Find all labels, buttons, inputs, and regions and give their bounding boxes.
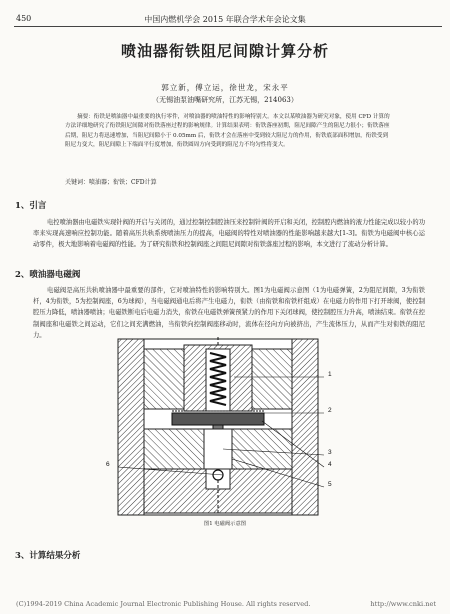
abstract-text: 摘要：衔铁是喷油器中最重要的执行零件，对喷油器的喷油特性的影响特别大。本文以某喷油器为研究对象，使用 CFD 计算的方法详细地研究了衔铁阻尼间隙对衔铁落座过程的影响规律。计算结果表明：衔铁落座初期，阻尼间隙产生的阻尼力很小；衔铁落座后期，阻尼力将迅速增加，当阻尼间隙小于 0.05mm 后，衔铁才会在落座中受到较大阻尼力的作用，衔铁底部面积增加，衔铁受到阻尼力变大，阻尼间隙上下端面平行度增加，衔铁圆周方向受到的阻尼力不均匀性将变大。 <box>65 114 390 148</box>
left-housing-wall <box>118 339 144 515</box>
callout-4: 4 <box>328 461 332 468</box>
footer-url: http://www.cnki.net <box>370 600 436 608</box>
callout-1: 1 <box>328 371 332 378</box>
abstract <box>65 113 390 150</box>
authors: 郭立新，傅立运，徐世龙，宋永平 <box>161 83 289 92</box>
section-2-paragraph: 电磁阀是高压共轨喷油器中最重要的部件，它对喷油特性的影响特别大。图1为电磁阀示意图（1为电磁弹簧，2为阻尼间隙，3为衔铁杆，4为衔铁，5为控制阀座，6为球阀），当电磁阀通电后将产生电磁力，衔铁（由衔铁和衔铁杆组成）在电磁力的作用下打开球阀，使控制腔压力降低，喷油器喷油；电磁铁断电后电磁力消失，衔铁在电磁铁弹簧预紧力的作用下关闭球阀，使控制腔压力升高，喷油结束。衔铁在控制阀座和电磁铁之间运动，它们之间充满燃油，当衔铁向控制阀座移动时，流体在径向方向被挤出，产生流体压力，从而产生对衔铁的阻尼力。 <box>33 287 425 339</box>
figure-caption: 图1 电磁阀示意图 <box>203 521 247 527</box>
solenoid-valve-drawing <box>112 337 332 517</box>
right-valve-seat <box>232 429 292 469</box>
keywords: 关键词：喷油器；衔铁；CFD计算 <box>65 179 157 186</box>
page-number: 450 <box>16 14 32 23</box>
footer-copyright: (C)1994-2019 China Academic Journal Electronic Publishing House. All rights reserved. <box>16 600 311 608</box>
callout-3: 3 <box>328 449 332 456</box>
solenoid-valve-figure <box>106 337 332 521</box>
section-3-heading: 3、计算结果分析 <box>15 551 81 561</box>
armature <box>172 413 264 425</box>
left-valve-seat <box>144 429 204 469</box>
section-1-paragraph: 电控喷油器由电磁铁实现针阀的开启与关闭的，通过控制控制腔油压来控制针阀的开启和关闭，控制腔内燃油的液力性能完成以较小的功率来实现高速响应控制功能。随着高压共轨系统喷油压力的提高，电磁阀的特性对喷油器的性能影响越来越大[1-3]。衔铁为电磁阀中核心运动零件，极大地影响着电磁阀的性能。为了研究衔铁和控制阀座之间阻尼间隙对衔铁落座过程的影响，本文进行了流动分析计算。 <box>33 219 425 249</box>
paper-title: 喷油器衔铁阻尼间隙计算分析 <box>120 42 329 60</box>
right-coil <box>252 349 292 409</box>
right-housing-wall <box>292 339 318 515</box>
callout-5: 5 <box>328 481 332 488</box>
section-2-heading: 2、喷油器电磁阀 <box>15 270 81 280</box>
affiliation: （无锡油泵油嘴研究所，江苏无锡，214063） <box>152 96 298 104</box>
running-title: 中国内燃机学会 2015 年联合学术年会论文集 <box>144 15 306 24</box>
callout-6: 6 <box>106 461 110 468</box>
footer <box>16 600 436 608</box>
callout-2: 2 <box>328 407 332 414</box>
header-rule <box>14 26 442 27</box>
section-1-heading: 1、引言 <box>15 201 47 211</box>
left-coil <box>144 349 184 409</box>
